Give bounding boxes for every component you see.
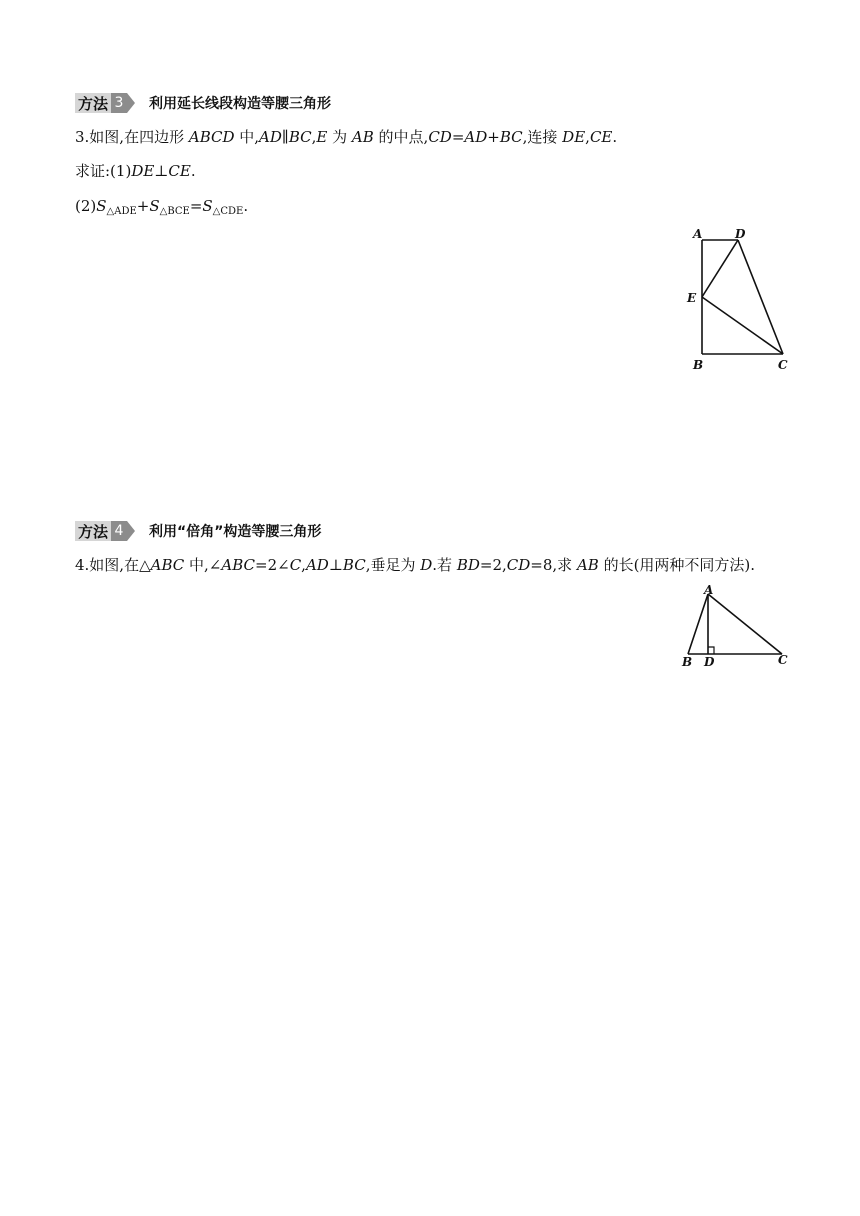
text-run: 中,∠: [184, 556, 222, 574]
var-text: S: [202, 197, 213, 215]
text-run: =: [451, 128, 465, 146]
text-run: ⊥: [154, 162, 169, 180]
var-text: BC: [288, 128, 312, 146]
point-label-e: E: [687, 291, 697, 305]
subscript: △CDE: [212, 206, 244, 217]
var-text: ABCD: [188, 128, 235, 146]
right-angle-mark-icon: [708, 647, 714, 654]
method-number: 3: [111, 93, 127, 113]
var-text: CE: [168, 162, 191, 180]
text-run: 的长(用两种不同方法).: [598, 556, 756, 574]
var-text: BD: [456, 556, 480, 574]
var-text: E: [316, 128, 328, 146]
var-text: CE: [589, 128, 613, 146]
method-title: 利用“倍角”构造等腰三角形: [149, 524, 322, 540]
text-run: 中,: [234, 128, 260, 146]
badge-arrow-icon: [127, 93, 135, 113]
point-label-d: D: [735, 227, 746, 241]
badge-arrow-icon: [127, 521, 135, 541]
var-text: ABC: [221, 556, 255, 574]
text-run: 为: [327, 128, 352, 146]
var-text: AD: [259, 128, 282, 146]
text-run: .: [612, 128, 618, 146]
segment-ac: [708, 594, 782, 654]
point-label-b: B: [693, 358, 704, 372]
method-title: 利用延长线段构造等腰三角形: [149, 96, 332, 112]
var-text: S: [96, 197, 107, 215]
var-text: AB: [351, 128, 374, 146]
point-label-c: C: [778, 358, 788, 372]
text-run: =8,求: [530, 556, 577, 574]
subscript: △BCE: [159, 206, 190, 217]
text-run: 的中点,: [373, 128, 429, 146]
var-text: S: [149, 197, 160, 215]
method-badge-label: 方法: [78, 522, 109, 541]
text-run: ,: [585, 128, 590, 146]
figure-triangle-abc: [676, 584, 796, 674]
text-run: =: [189, 197, 203, 215]
text-run: 3.如图,在四边形: [75, 128, 189, 146]
text-run: .: [243, 197, 249, 215]
var-text: C: [289, 556, 302, 574]
proof-part-2: [75, 196, 248, 222]
var-text: CD: [428, 128, 452, 146]
text-run: .: [190, 162, 196, 180]
text-run: =2,: [479, 556, 507, 574]
method-badge: [75, 521, 127, 541]
proof-part-1: [75, 161, 196, 181]
point-label-d: D: [704, 655, 715, 669]
text-run: △: [139, 556, 151, 574]
text-run: 求证:(1): [75, 162, 132, 180]
text-run: =2∠: [255, 556, 290, 574]
var-text: AB: [576, 556, 599, 574]
point-label-c: C: [778, 653, 788, 667]
segment-de: [702, 240, 738, 297]
text-run: (2): [75, 197, 97, 215]
segment-ab: [688, 594, 708, 654]
point-label-b: B: [682, 655, 693, 669]
var-text: BC: [342, 556, 366, 574]
text-run: 4.如图,在: [75, 556, 140, 574]
problem-3-statement: [75, 127, 617, 147]
var-text: ABC: [150, 556, 185, 574]
subscript: △ADE: [106, 206, 137, 217]
text-run: ,: [301, 556, 306, 574]
text-run: +: [136, 197, 150, 215]
text-run: ,连接: [522, 128, 563, 146]
var-text: DE: [562, 128, 586, 146]
text-run: .若: [432, 556, 457, 574]
point-label-a: A: [693, 227, 703, 241]
text-run: ,: [311, 128, 317, 146]
method-badge: [75, 93, 127, 113]
var-text: BC: [499, 128, 523, 146]
problem-4-statement: [75, 555, 755, 575]
var-text: AD: [305, 556, 329, 574]
point-label-a: A: [704, 584, 714, 597]
figure-quadrilateral-abcd: [680, 225, 800, 375]
text-run: ⊥: [328, 556, 343, 574]
method-4-header: [75, 520, 321, 542]
method-number: 4: [111, 521, 127, 541]
var-text: CD: [506, 556, 531, 574]
text-run: +: [487, 128, 500, 146]
var-text: DE: [131, 162, 155, 180]
text-run: ∥: [281, 128, 289, 146]
var-text: AD: [464, 128, 488, 146]
method-3-header: [75, 92, 331, 114]
segment-ec: [702, 297, 783, 354]
segment-dc: [738, 240, 783, 354]
method-badge-label: 方法: [78, 94, 109, 113]
var-text: D: [420, 556, 433, 574]
text-run: ,垂足为: [365, 556, 421, 574]
